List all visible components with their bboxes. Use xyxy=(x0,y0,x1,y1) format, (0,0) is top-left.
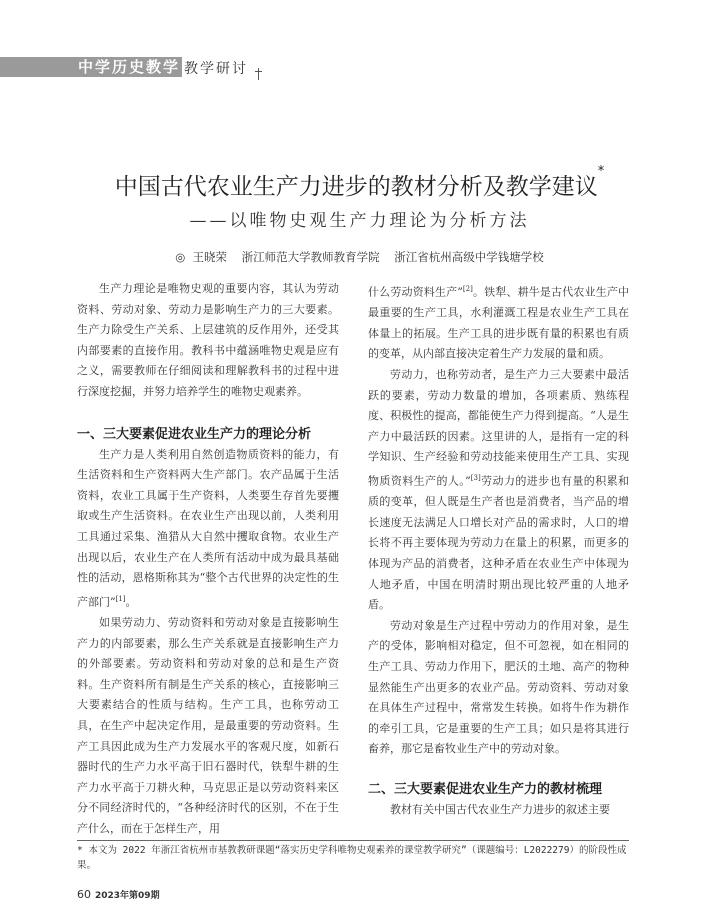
paragraph: 劳动对象是生产过程中劳动力的作用对象，是生产的受体，影响相对稳定，但不可忽视，如在相同的生产工具、劳动力作用下，肥沃的土地、高产的物种显然能生产出更多的农业产品。劳动资料、劳动对象在具体生产过程中，常常发生转换。如将牛作为耕作的牵引工具，它是重要的生产工具；如只是将其进行畜养，那它是畜牧业生产中的劳动对象。 xyxy=(368,618,629,756)
author-byline: ◎ 王晓荣 浙江师范大学教师教育学院 浙江省杭州高级中学钱塘学校 xyxy=(175,250,544,264)
section-heading-1: 一、三大要素促进农业生产力的理论分析 xyxy=(77,426,312,442)
paragraph-text: 什么劳动资料生产” xyxy=(368,285,463,299)
paragraph: 生产力理论是唯物史观的重要内容，其认为劳动资料、劳动对象、劳动力是影响生产力的三大要素。生产力除受生产关系、上层建筑的反作用外，还受其内部要素的直接作用。教科书中蕴涵唯物史观是应有之义，需要教师在仔细阅读和理解教科书的过程中进行深度挖掘，并努力培养学生的唯物史观素养。 xyxy=(77,282,339,398)
citation-ref: [1] xyxy=(115,594,126,603)
paragraph: 教材有关中国古代农业生产力进步的叙述主要 xyxy=(390,802,610,816)
footnote-divider xyxy=(77,840,629,841)
section-tick-mark xyxy=(258,68,259,80)
issue-label: 2023年第09期 xyxy=(95,891,160,901)
page-footer xyxy=(77,888,160,901)
article-title-text: 中国古代农业生产力进步的教材分析及教学建议 xyxy=(114,174,598,200)
right-column xyxy=(368,279,629,821)
title-footnote-marker: * xyxy=(597,164,605,179)
section-heading-2: 二、三大要素促进农业生产力的教材梳理 xyxy=(368,781,603,797)
paragraph-text: 劳动力，也称劳动者，是生产力三大要素中最活跃的要素，劳动力数量的增加，各项素质、熟练程度、积极性的提高，都能使生产力得到提高。“人是生产力中最活跃的因素。这里讲的人，是指有一定的科学知识、生产经验和劳动技能来使用生产工具、实现物质资料生产的人。” xyxy=(368,368,629,488)
paragraph-end: 。 xyxy=(125,595,137,609)
article-subtitle: ——以唯物史观生产力理论为分析方法 xyxy=(189,211,530,231)
paragraph xyxy=(368,279,629,365)
paragraph-text: 劳动力的进步也有量的积累和质的变革，但人既是生产者也是消费者，当产品的增长速度无法满足人口增长对产品的需求时，人口的增长将不再主要体现为劳动力在量上的积累，而更多的体现为产品的消费者，这种矛盾在农业生产中体现为人地矛盾，中国在明清时期出现比较严重的人地矛盾。 xyxy=(368,474,630,612)
citation-ref: [2] xyxy=(462,285,473,293)
paragraph xyxy=(77,445,339,613)
footnote: * 本文为 2022 年浙江省杭州市基教教研课题“落实历史学科唯物史观素养的课堂教学研究”（课题编号：L2022279）的阶段性成果。 xyxy=(77,845,627,871)
citation-ref: [3] xyxy=(470,474,481,482)
paragraph-text: 生产力是人类利用自然创造物质资料的能力，有生活资料和生产资料两大生产部门。农产品属于生活资料，农业工具属于生产资料，人类要生存首先要攫取或生产生活资料。在农业生产出现以前，人类利用工具通过采集、渔猎从大自然中攫取食物。农业生产出现以后，农业生产在人类所有活动中成为最具基础性的活动，恩格斯称其为“整个古代世界的决定性的生产部门” xyxy=(77,447,339,609)
section-name: 教学研讨 xyxy=(184,61,248,77)
page-number: 60 xyxy=(77,888,91,901)
paragraph xyxy=(368,365,629,616)
left-column xyxy=(77,279,339,840)
paragraph-text: 。铁犁、耕牛是古代农业生产中最重要的生产工具，水利灌溉工程是农业生产工具在体量上的拓展。生产工具的进步既有量的积累也有质的变革，从内部直接决定着生产力发展的量和质。 xyxy=(368,285,630,361)
article-title xyxy=(0,164,719,201)
paragraph: 如果劳动力、劳动资料和劳动对象是直接影响生产力的内部要素，那么生产关系就是直接影响生产力的外部要素。劳动资料和劳动对象的总和是生产资料。生产资料所有制是生产关系的核心，直接影响三大要素结合的性质与结构。生产工具，也称劳动工具，在生产中起决定作用，是最重要的劳动资料。生产工具因此成为生产力发展水平的客观尺度，如新石器时代的生产力水平高于旧石器时代，铁犁牛耕的生产力水平高于刀耕火种，马克思正是以劳动资料来区分不同经济时代的，“各种经济时代的区别，不在于生产什么，而在于怎样生产，用 xyxy=(77,615,339,835)
journal-brand: 中学历史教学 xyxy=(78,58,181,76)
